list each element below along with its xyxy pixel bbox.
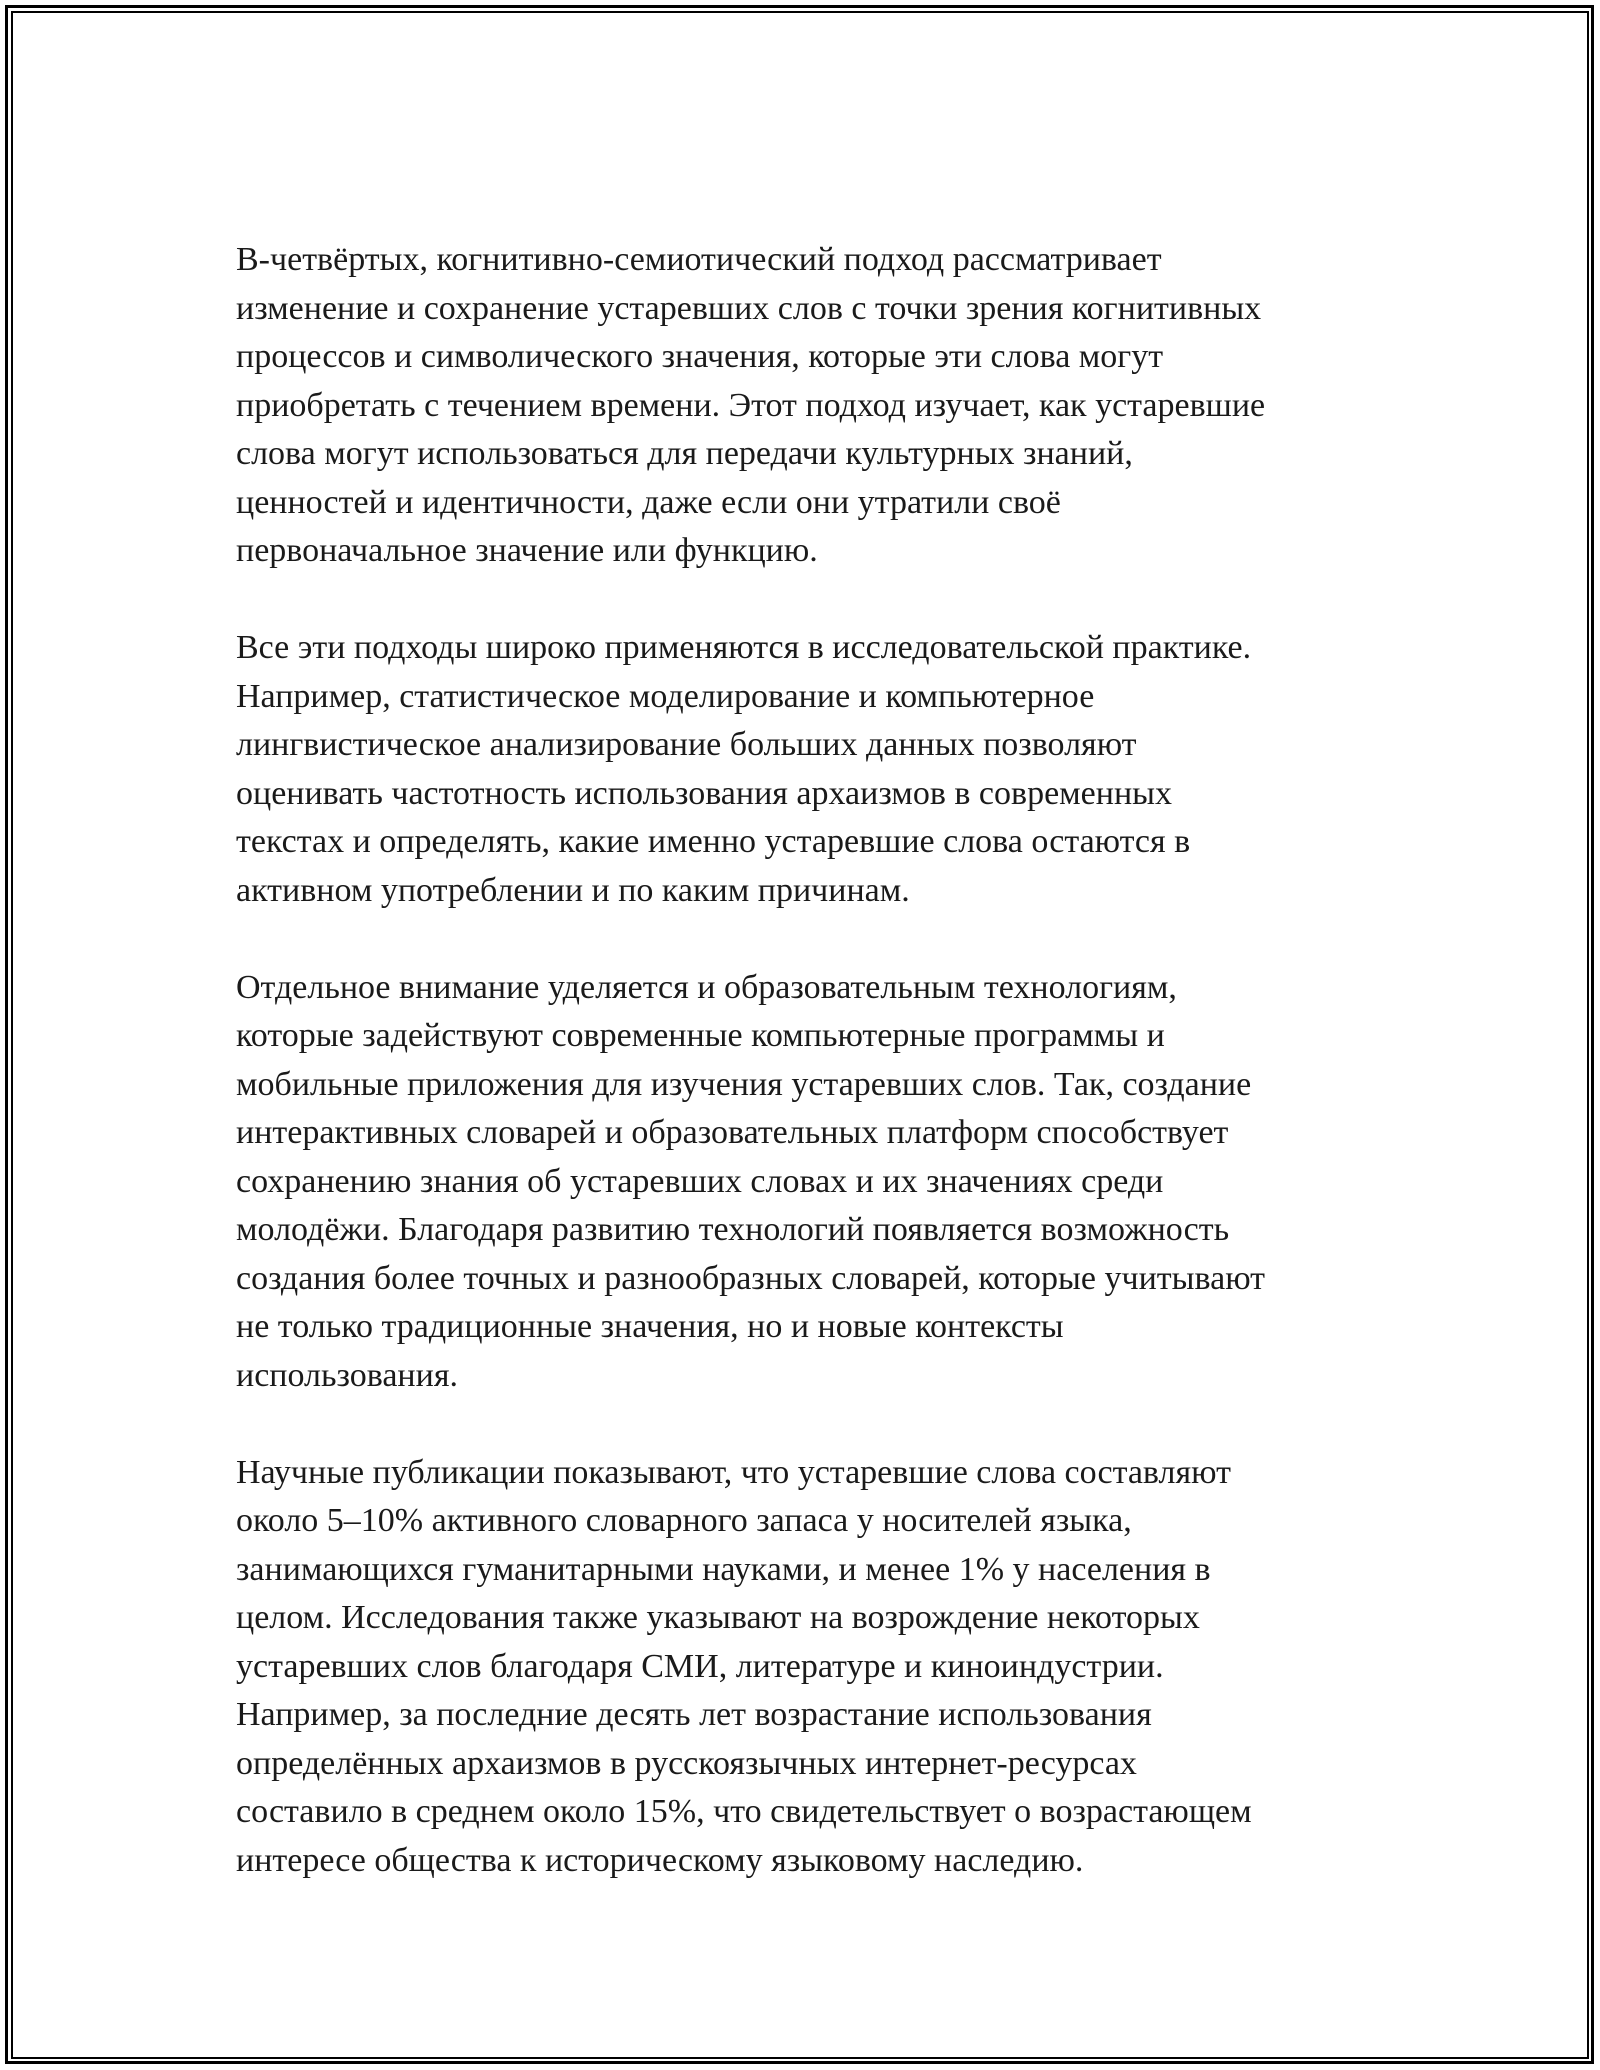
text-line: Научные публикации показывают, что устаревшие слова составляют (236, 1453, 1231, 1491)
text-line: интересе общества к историческому языковому наследию. (236, 1841, 1084, 1879)
text-line: изменение и сохранение устаревших слов с точки зрения когнитивных (236, 289, 1262, 327)
text-line: первоначальное значение или функцию. (236, 532, 818, 569)
text-line: мобильные приложения для изучения устаревших слов. Так, создание (236, 1065, 1252, 1103)
text-line: определённых архаизмов в русскоязычных интернет-ресурсах (236, 1744, 1137, 1782)
text-line: использования. (236, 1356, 458, 1394)
text-line: устаревших слов благодаря СМИ, литературе и киноиндустрии. (236, 1647, 1164, 1685)
text-line: лингвистическое анализирование больших данных позволяют (236, 726, 1137, 763)
paragraph-educational-technologies (236, 964, 1366, 1401)
text-line: оценивать частотность использования архаизмов в современных (236, 774, 1172, 812)
paragraph-scientific-publications (236, 1449, 1366, 1886)
text-line: создания более точных и разнообразных словарей, которые учитывают (236, 1259, 1265, 1297)
paragraph-cognitive-semiotic-approach (236, 236, 1366, 576)
text-line: Все эти подходы широко применяются в исследовательской практике. (236, 629, 1252, 666)
text-line: приобретать с течением времени. Этот подход изучает, как устаревшие (236, 386, 1266, 424)
text-line: слова могут использоваться для передачи культурных знаний, (236, 435, 1133, 472)
text-line: занимающихся гуманитарными науками, и менее 1% у населения в (236, 1550, 1211, 1588)
text-line: не только традиционные значения, но и новые контексты (236, 1308, 1064, 1345)
text-line: Отдельное внимание уделяется и образовательным технологиям, (236, 968, 1177, 1006)
text-line: ценностей и идентичности, даже если они утратили своё (236, 483, 1061, 521)
paragraph-research-practice (236, 624, 1366, 915)
text-line: сохранению знания об устаревших словах и их значениях среди (236, 1162, 1164, 1200)
text-line: В-четвёртых, когнитивно-семиотический подход рассматривает (236, 241, 1162, 278)
text-line: интерактивных словарей и образовательных платформ способствует (236, 1114, 1229, 1151)
document-body (236, 236, 1366, 1934)
text-line: активном употреблении и по каким причинам. (236, 871, 910, 909)
text-line: молодёжи. Благодаря развитию технологий появляется возможность (236, 1211, 1230, 1248)
text-line: около 5–10% активного словарного запаса у носителей языка, (236, 1502, 1132, 1539)
text-line: составило в среднем около 15%, что свидетельствует о возрастающем (236, 1793, 1252, 1830)
text-line: целом. Исследования также указывают на возрождение некоторых (236, 1599, 1200, 1636)
text-line: которые задействуют современные компьютерные программы и (236, 1017, 1165, 1054)
text-line: Например, статистическое моделирование и компьютерное (236, 677, 1095, 715)
text-line: процессов и символического значения, которые эти слова могут (236, 338, 1164, 375)
text-line: Например, за последние десять лет возрастание использования (236, 1696, 1152, 1733)
text-line: текстах и определять, какие именно устаревшие слова остаются в (236, 823, 1191, 860)
